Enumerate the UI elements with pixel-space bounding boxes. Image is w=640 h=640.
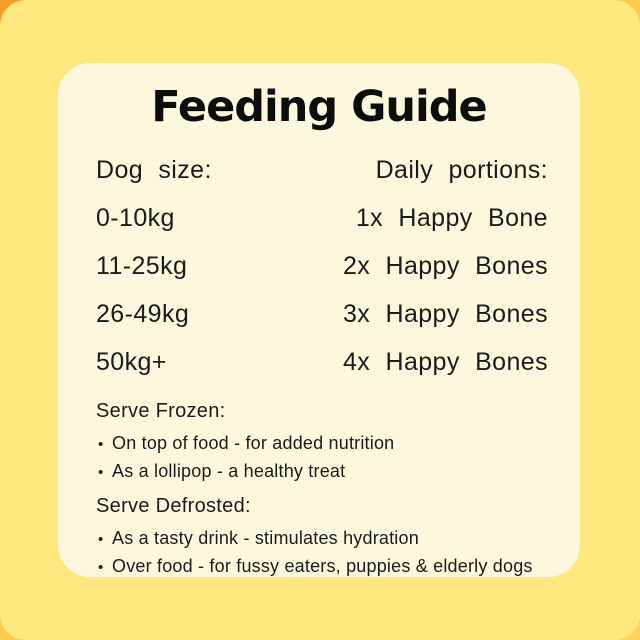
- table-row: [96, 338, 548, 386]
- feeding-guide-card: [58, 63, 580, 577]
- table-row: [96, 194, 548, 242]
- daily-portions-header: Daily portions:: [375, 155, 548, 184]
- list-item: [96, 458, 550, 486]
- table-header-row: [96, 146, 548, 194]
- portion-value: 4x Happy Bones: [342, 347, 548, 376]
- list-item-text: As a lollipop - a healthy treat: [112, 461, 346, 482]
- list-item: [96, 525, 550, 553]
- table-row: [96, 290, 548, 338]
- serve-defrosted-section: [96, 495, 550, 581]
- serve-frozen-section: [96, 400, 550, 486]
- bullet-icon: •: [98, 531, 104, 549]
- dog-size-header: Dog size:: [96, 155, 212, 184]
- serve-frozen-heading: Serve Frozen:: [96, 400, 226, 423]
- bullet-icon: •: [98, 436, 104, 454]
- portion-value: 1x Happy Bone: [355, 203, 548, 232]
- list-item: [96, 553, 550, 581]
- serve-defrosted-list: [96, 525, 550, 581]
- portion-value: 3x Happy Bones: [342, 299, 548, 328]
- dog-size-value: 11-25kg: [96, 251, 188, 280]
- feeding-table: [96, 146, 548, 386]
- bullet-icon: •: [98, 464, 104, 482]
- portion-value: 2x Happy Bones: [342, 251, 548, 280]
- serve-defrosted-heading: Serve Defrosted:: [96, 495, 251, 518]
- list-item: [96, 430, 550, 458]
- bullet-icon: •: [98, 559, 104, 577]
- page-title: Feeding Guide: [151, 82, 487, 132]
- list-item-text: Over food - for fussy eaters, puppies & elderly dogs: [112, 556, 533, 577]
- dog-size-value: 26-49kg: [96, 299, 190, 328]
- dog-size-value: 50kg+: [96, 347, 167, 376]
- dog-size-value: 0-10kg: [96, 203, 175, 232]
- list-item-text: As a tasty drink - stimulates hydration: [112, 528, 419, 549]
- list-item-text: On top of food - for added nutrition: [112, 433, 395, 454]
- table-row: [96, 242, 548, 290]
- serve-frozen-list: [96, 430, 550, 486]
